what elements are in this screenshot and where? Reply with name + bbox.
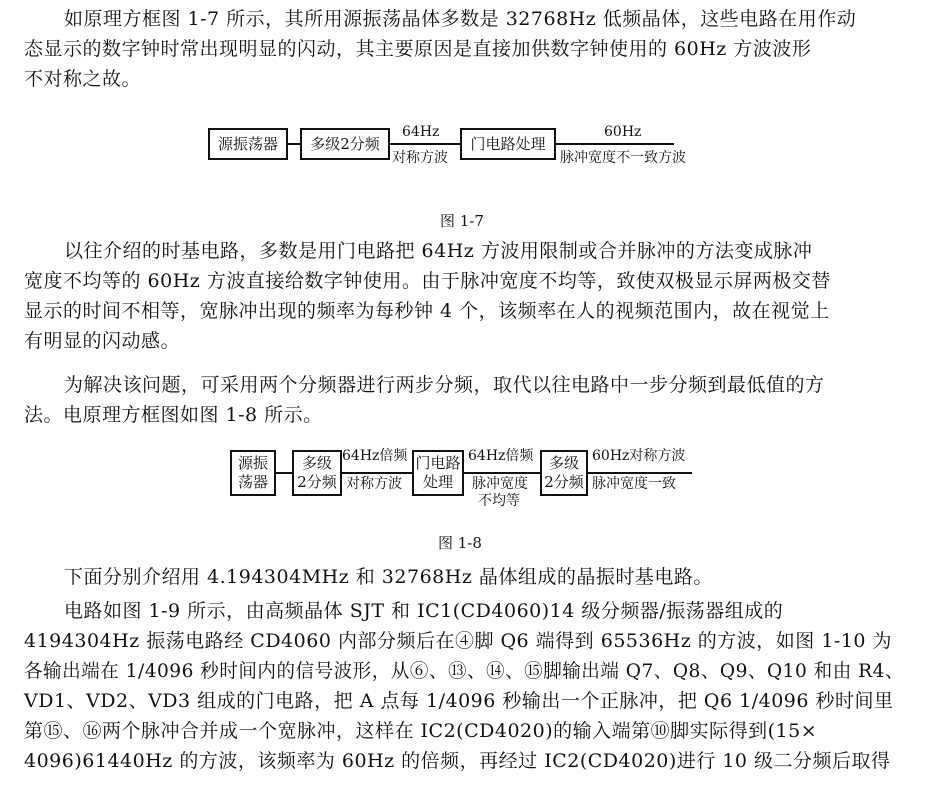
signal-line: [390, 143, 460, 145]
signal-label-top: 64Hz倍频: [468, 448, 534, 464]
signal-line: [588, 472, 692, 474]
signal-label-top: 60Hz对称方波: [592, 448, 686, 464]
block-gate-processing: 门电路处理: [460, 128, 556, 160]
signal-line: [464, 472, 540, 474]
signal-label-bottom: 脉冲宽度: [472, 476, 528, 492]
signal-line: [288, 143, 300, 145]
signal-label-bottom: 对称方波: [392, 150, 448, 166]
paragraph-solution: [24, 370, 904, 430]
figure-caption: 图 1-7: [440, 212, 484, 230]
paragraph-circuit-description: [24, 596, 904, 776]
block-divider-2: 多级 2分频: [540, 450, 588, 496]
signal-line: [556, 143, 674, 145]
signal-line: [342, 472, 412, 474]
text-line: 态显示的数字钟时常出现明显的闪动，其主要原因是直接加供数字钟使用的 60Hz 方波波形: [24, 38, 812, 60]
block-oscillator: 源振荡器: [208, 128, 288, 160]
text-line: 以往介绍的时基电路，多数是用门电路把 64Hz 方波用限制或合并脉冲的方法变成脉冲: [64, 240, 813, 262]
signal-label-top: 64Hz倍频: [342, 448, 408, 464]
text-line: 如原理方框图 1-7 所示，其所用源振荡晶体多数是 32768Hz 低频晶体，这些电路在用作动: [64, 8, 857, 30]
paragraph-crystal-intro: [24, 562, 904, 592]
paragraph-previous-circuits: [24, 236, 904, 356]
block-oscillator: 源振 荡器: [230, 450, 276, 496]
text-line: 法。电原理方框图如图 1-8 所示。: [24, 404, 323, 426]
block-divider-1: 多级 2分频: [292, 450, 342, 496]
text-line: 有明显的闪动感。: [24, 330, 181, 352]
text-line: VD1、VD2、VD3 组成的门电路，把 A 点每 1/4096 秒输出一个正脉冲，把 Q6 1/4096 秒时间里: [24, 690, 894, 712]
paragraph-intro: [24, 4, 904, 94]
text-line: 各输出端在 1/4096 秒时间内的信号波形，从⑥、⑬、⑭、⑮脚输出端 Q7、Q8、Q9、Q10 和由 R4、: [24, 660, 904, 682]
signal-label-bottom: 脉冲宽度一致: [592, 476, 676, 492]
signal-label-bottom: 脉冲宽度不一致方波: [560, 150, 686, 166]
text-line: 4096)61440Hz 的方波，该频率为 60Hz 的倍频，再经过 IC2(CD4020)进行 10 级二分频后取得: [24, 750, 891, 772]
text-line: 不对称之故。: [24, 68, 142, 90]
text-line: 第⑮、⑯两个脉冲合并成一个宽脉冲，这样在 IC2(CD4020)的输入端第⑩脚实际得到(15×: [24, 720, 818, 742]
text-line: 宽度不均等的 60Hz 方波直接给数字钟使用。由于脉冲宽度不均等，致使双极显示屏两极交替: [24, 270, 831, 292]
signal-label-top: 64Hz: [402, 124, 440, 140]
text-line: 电路如图 1-9 所示，由高频晶体 SJT 和 IC1(CD4060)14 级分频器/振荡器组成的: [64, 600, 784, 622]
text-line: 显示的时间不相等，宽脉冲出现的频率为每秒钟 4 个，该频率在人的视频范围内，故在视觉上: [24, 300, 830, 322]
signal-label-bottom: 不均等: [478, 493, 520, 509]
text-line: 4194304Hz 振荡电路经 CD4060 内部分频后在④脚 Q6 端得到 65536Hz 的方波，如图 1-10 为: [24, 630, 893, 652]
block-divider: 多级2分频: [300, 128, 390, 160]
signal-label-top: 60Hz: [604, 124, 642, 140]
figure-caption: 图 1-8: [438, 534, 482, 552]
signal-line: [276, 472, 292, 474]
text-line: 下面分别介绍用 4.194304MHz 和 32768Hz 晶体组成的晶振时基电路。: [64, 566, 713, 588]
text-line: 为解决该问题，可采用两个分频器进行两步分频，取代以往电路中一步分频到最低值的方: [64, 374, 825, 396]
signal-label-bottom: 对称方波: [346, 476, 402, 492]
block-gate-processing: 门电路 处理: [412, 450, 464, 496]
